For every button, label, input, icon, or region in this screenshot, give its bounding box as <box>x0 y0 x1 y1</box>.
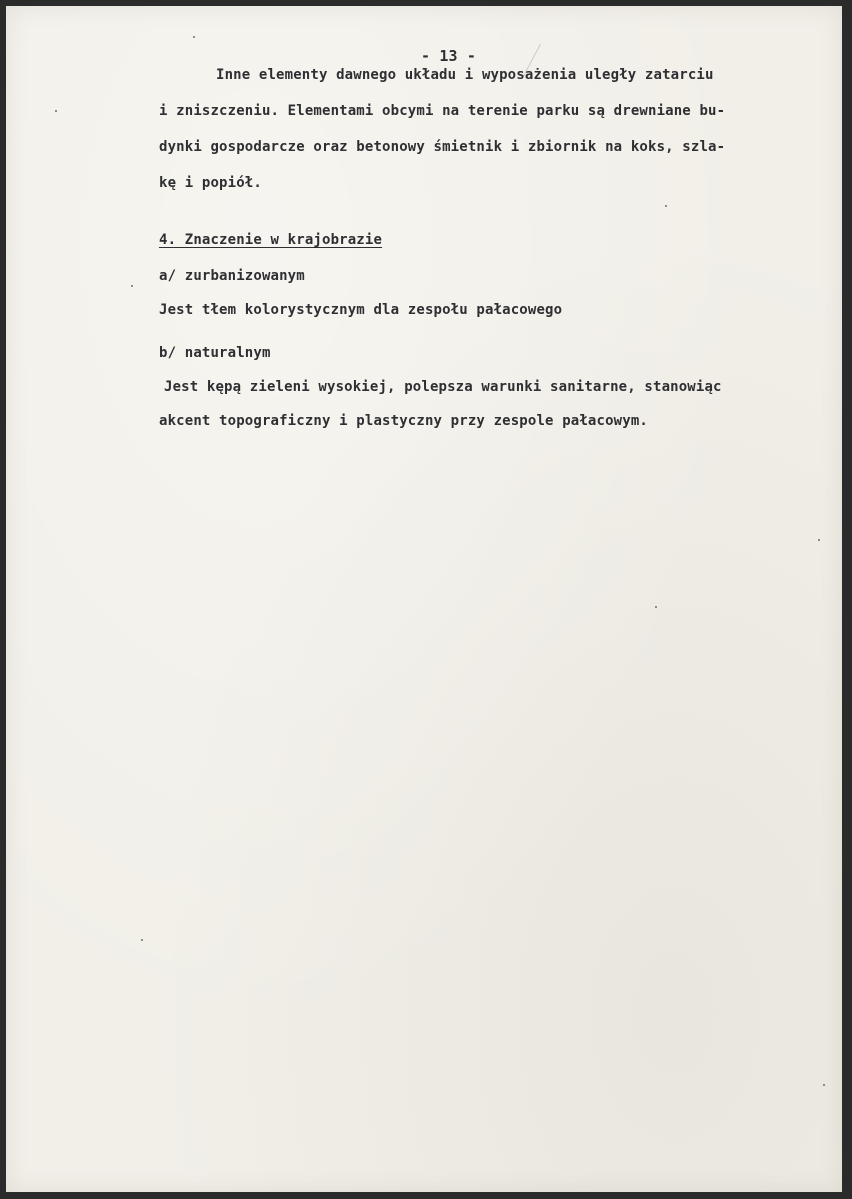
paper-speck <box>823 1084 825 1086</box>
paper-speck <box>665 205 667 207</box>
typewritten-page <box>6 6 842 1192</box>
paper-speck <box>131 285 133 287</box>
subsection-b-label: b/ naturalnym <box>159 345 271 361</box>
paper-speck <box>55 110 57 112</box>
page-number: - 13 - <box>421 47 477 65</box>
paper-speck <box>141 939 143 941</box>
paragraph-line-2: i zniszczeniu. Elementami obcymi na terenie parku są drewniane bu- <box>159 103 726 119</box>
section-heading: 4. Znaczenie w krajobrazie <box>159 232 383 248</box>
paper-speck <box>193 36 195 38</box>
paragraph-line-4: kę i popiół. <box>159 175 262 191</box>
paper-speck <box>818 539 820 541</box>
subsection-a-text: Jest tłem kolorystycznym dla zespołu pałacowego <box>159 302 563 318</box>
paper-speck <box>655 606 657 608</box>
subsection-b-line-1: Jest kępą zieleni wysokiej, polepsza warunki sanitarne, stanowiąc <box>164 379 722 395</box>
paragraph-line-3: dynki gospodarcze oraz betonowy śmietnik i zbiornik na koks, szla- <box>159 139 726 155</box>
paragraph-line-1: Inne elementy dawnego układu i wyposażenia uległy zatarciu <box>216 67 714 83</box>
subsection-a-label: a/ zurbanizowanym <box>159 268 305 284</box>
subsection-b-line-2: akcent topograficzny i plastyczny przy zespole pałacowym. <box>159 413 648 429</box>
